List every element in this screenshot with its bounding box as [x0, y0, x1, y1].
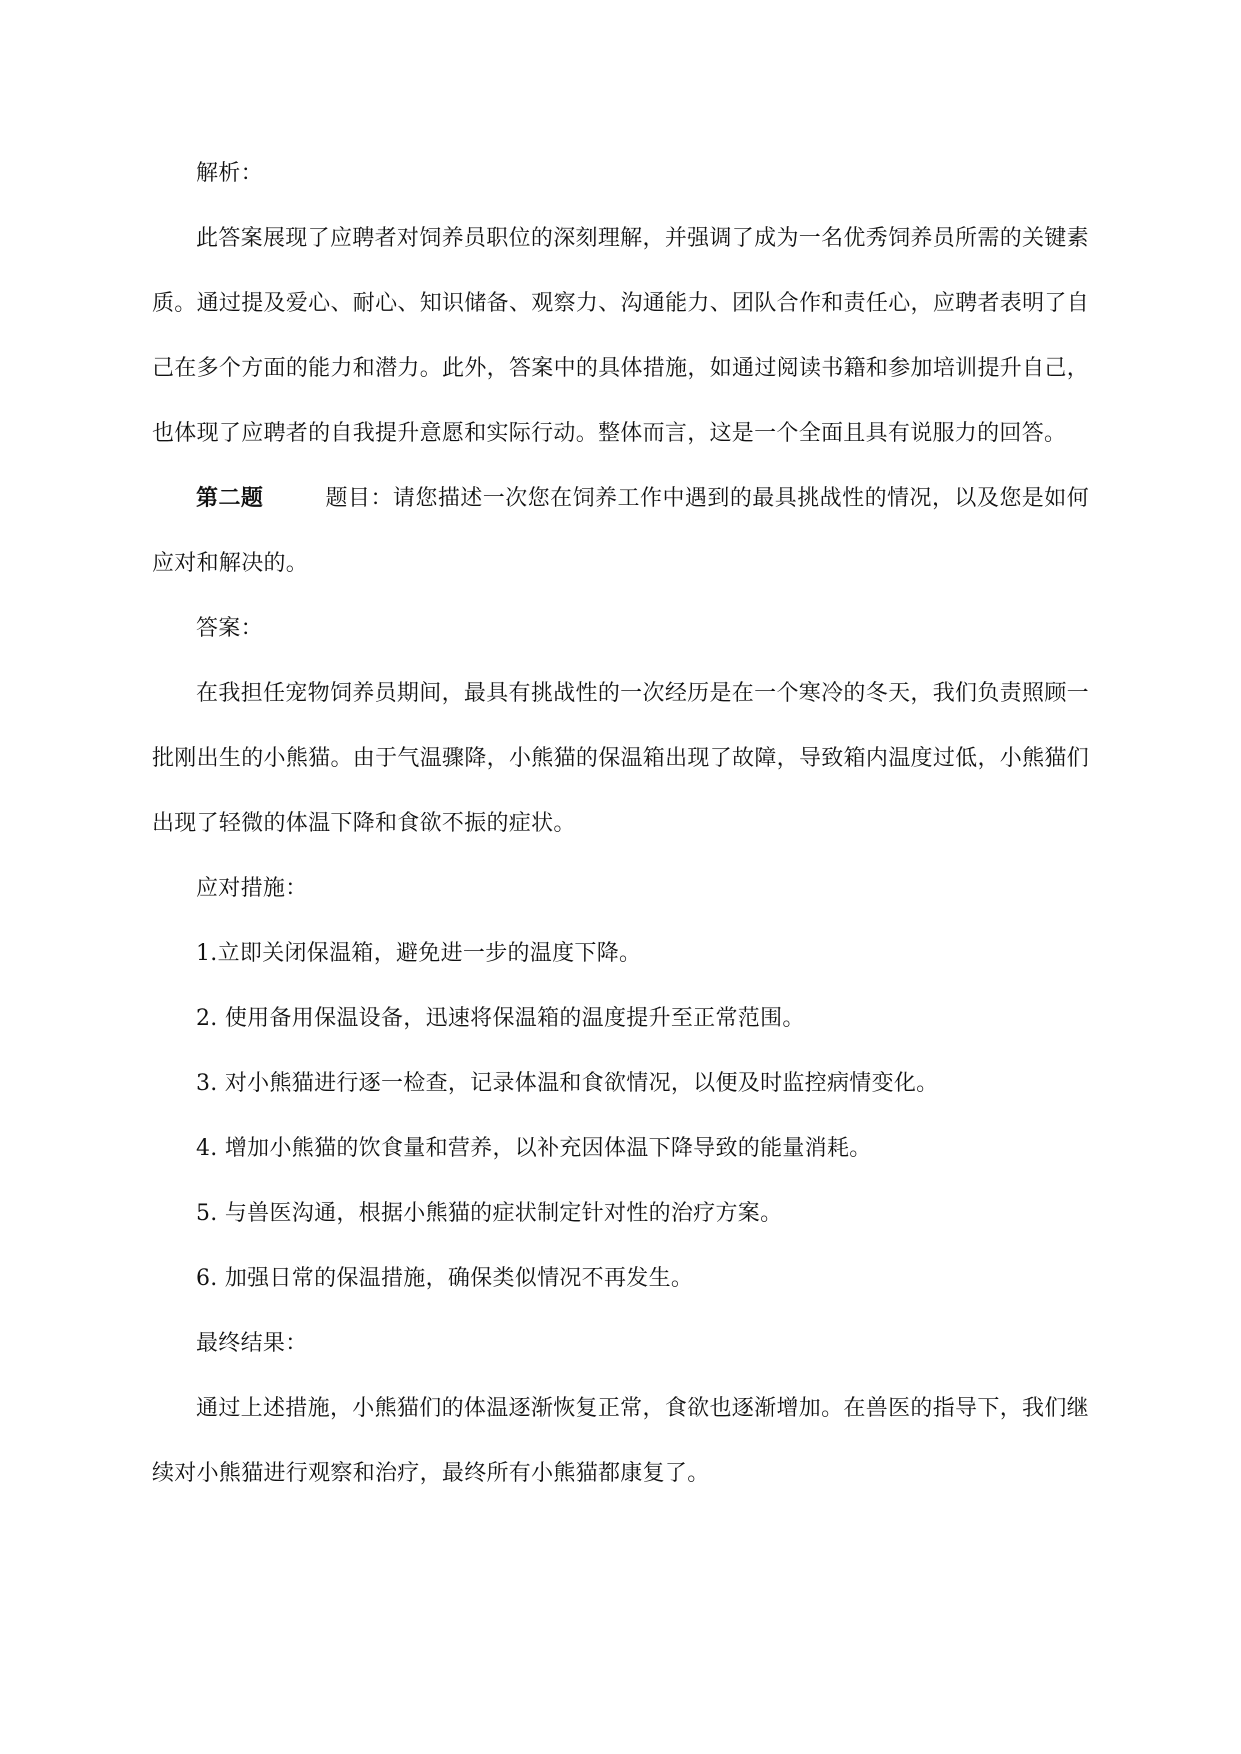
analysis-paragraph: 此答案展现了应聘者对饲养员职位的深刻理解，并强调了成为一名优秀饲养员所需的关键素质。通过提及爱心、耐心、知识储备、观察力、沟通能力、团队合作和责任心，应聘者表明了自己在多个方面的能力和潜力。此外，答案中的具体措施，如通过阅读书籍和参加培训提升自己，也体现了应聘者的自我提升意愿和实际行动。整体而言，这是一个全面且具有说服力的回答。	[152, 226, 1089, 446]
question-2-paragraph	[152, 466, 1089, 596]
measure-item-5: 5. 与兽医沟通，根据小熊猫的症状制定针对性的治疗方案。	[196, 1201, 783, 1226]
document-body	[152, 141, 1089, 1506]
measure-item-6: 6. 加强日常的保温措施，确保类似情况不再发生。	[196, 1266, 694, 1291]
result-label: 最终结果：	[196, 1331, 308, 1356]
analysis-label: 解析：	[196, 161, 263, 186]
answer-paragraph: 在我担任宠物饲养员期间，最具有挑战性的一次经历是在一个寒冷的冬天，我们负责照顾一批刚出生的小熊猫。由于气温骤降，小熊猫的保温箱出现了故障，导致箱内温度过低，小熊猫们出现了轻微的体温下降和食欲不振的症状。	[152, 681, 1089, 836]
measure-item-2: 2. 使用备用保温设备，迅速将保温箱的温度提升至正常范围。	[196, 1006, 805, 1031]
measure-item-4: 4. 增加小熊猫的饮食量和营养，以补充因体温下降导致的能量消耗。	[196, 1136, 872, 1161]
measure-item-3: 3. 对小熊猫进行逐一检查，记录体温和食欲情况，以便及时监控病情变化。	[196, 1071, 939, 1096]
answer-label: 答案：	[196, 616, 263, 641]
question-2-prompt: 题目：请您描述一次您在饲养工作中遇到的最具挑战性的情况，以及您是如何应对和解决的。	[152, 486, 1090, 576]
result-paragraph: 通过上述措施，小熊猫们的体温逐渐恢复正常，食欲也逐渐增加。在兽医的指导下，我们继续对小熊猫进行观察和治疗，最终所有小熊猫都康复了。	[152, 1396, 1089, 1486]
measures-label: 应对措施：	[196, 876, 308, 901]
measure-item-1: 1.立即关闭保温箱，避免进一步的温度下降。	[196, 941, 642, 966]
question-2-heading: 第二题	[196, 485, 264, 511]
